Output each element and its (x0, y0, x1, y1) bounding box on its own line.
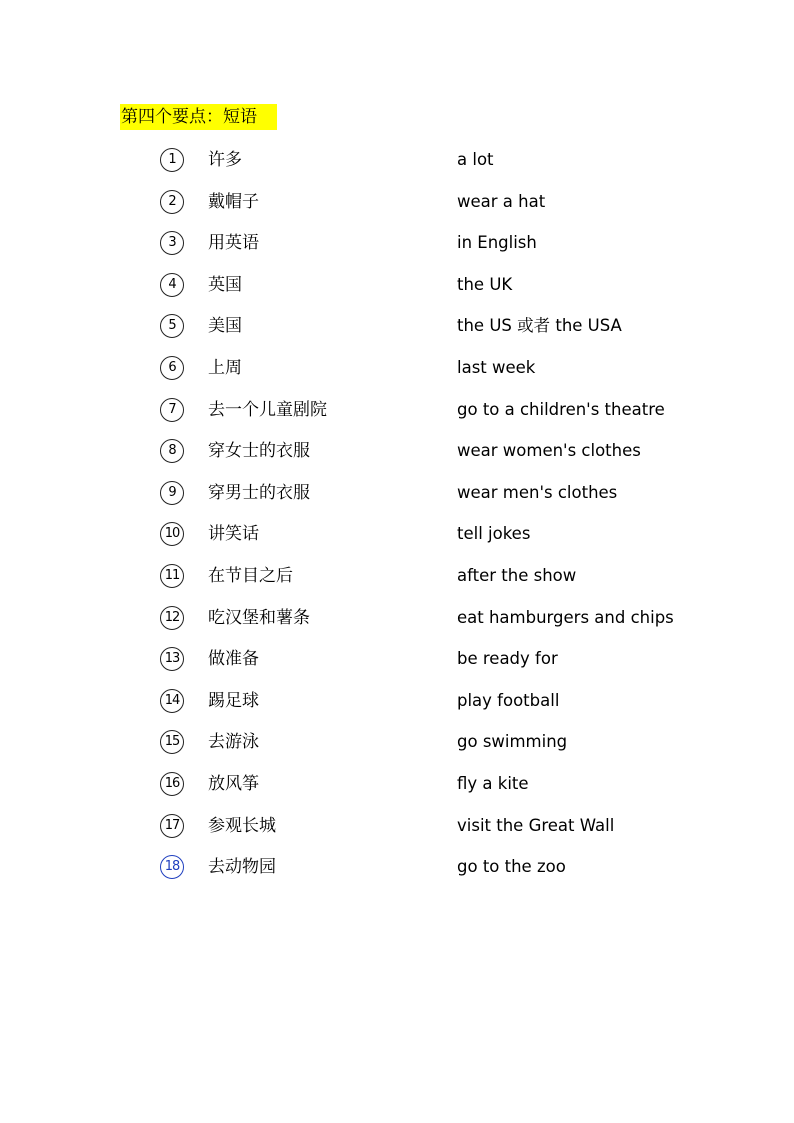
phrase-chinese: 英国 (208, 274, 242, 295)
circled-number: 12 (160, 606, 184, 630)
phrase-row (0, 181, 794, 223)
circled-number: 17 (160, 814, 184, 838)
phrase-english: go to the zoo (457, 857, 566, 877)
phrase-chinese: 参观长城 (208, 815, 276, 836)
phrase-chinese: 用英语 (208, 233, 259, 254)
phrase-english: the UK (457, 274, 513, 294)
phrase-english: after the show (457, 565, 577, 585)
phrase-chinese: 许多 (208, 150, 242, 170)
circled-number: 11 (160, 564, 184, 588)
phrase-chinese: 上周 (208, 357, 242, 378)
phrase-chinese: 去动物园 (208, 857, 276, 878)
phrase-chinese: 踢足球 (208, 690, 259, 711)
phrase-english: wear men's clothes (457, 482, 618, 502)
phrase-row (0, 555, 794, 597)
phrase-english: fly a kite (457, 773, 529, 793)
phrase-chinese: 穿男士的衣服 (208, 482, 310, 503)
phrase-english: last week (457, 357, 536, 377)
phrase-english: wear a hat (457, 191, 546, 211)
circled-number: 18 (160, 855, 184, 879)
phrase-chinese: 吃汉堡和薯条 (208, 607, 310, 628)
phrase-chinese: 放风筝 (208, 773, 259, 794)
phrase-list (0, 139, 794, 888)
phrase-row (0, 638, 794, 680)
phrase-chinese: 去一个儿童剧院 (208, 399, 327, 420)
phrase-row (0, 597, 794, 639)
phrase-chinese: 做准备 (208, 649, 259, 670)
circled-number: 7 (160, 398, 184, 422)
circled-number: 8 (160, 439, 184, 463)
circled-number: 10 (160, 522, 184, 546)
phrase-row (0, 472, 794, 514)
circled-number: 9 (160, 481, 184, 505)
phrase-row (0, 763, 794, 805)
phrase-english: in English (457, 233, 537, 253)
circled-number: 13 (160, 647, 184, 671)
phrase-row (0, 139, 794, 181)
phrase-english: play football (457, 690, 560, 710)
phrase-chinese: 去游泳 (208, 732, 259, 753)
phrase-row (0, 264, 794, 306)
circled-number: 15 (160, 730, 184, 754)
phrase-english: the US 或者 the USA (457, 316, 622, 336)
circled-number: 16 (160, 772, 184, 796)
phrase-row (0, 305, 794, 347)
phrase-row (0, 513, 794, 555)
phrase-chinese: 讲笑话 (208, 524, 259, 545)
phrase-row (0, 347, 794, 389)
circled-number: 14 (160, 689, 184, 713)
phrase-row (0, 805, 794, 847)
circled-number: 2 (160, 190, 184, 214)
phrase-row (0, 389, 794, 431)
phrase-english: go to a children's theatre (457, 399, 665, 419)
phrase-english: tell jokes (457, 524, 531, 544)
section-heading: 第四个要点：短语 (120, 104, 277, 130)
phrase-english: wear women's clothes (457, 441, 641, 461)
phrase-row (0, 721, 794, 763)
phrase-english: be ready for (457, 649, 558, 669)
circled-number: 5 (160, 314, 184, 338)
phrase-row (0, 222, 794, 264)
phrase-chinese: 在节目之后 (208, 565, 293, 586)
circled-number: 4 (160, 273, 184, 297)
circled-number: 1 (160, 148, 184, 172)
phrase-english: eat hamburgers and chips (457, 607, 674, 627)
phrase-chinese: 穿女士的衣服 (208, 441, 310, 462)
phrase-chinese: 美国 (208, 316, 242, 337)
phrase-row (0, 680, 794, 722)
phrase-english: a lot (457, 150, 494, 169)
circled-number: 6 (160, 356, 184, 380)
phrase-english: go swimming (457, 732, 568, 752)
phrase-chinese: 戴帽子 (208, 191, 259, 212)
phrase-row (0, 846, 794, 888)
phrase-row (0, 430, 794, 472)
circled-number: 3 (160, 231, 184, 255)
phrase-english: visit the Great Wall (457, 815, 615, 835)
